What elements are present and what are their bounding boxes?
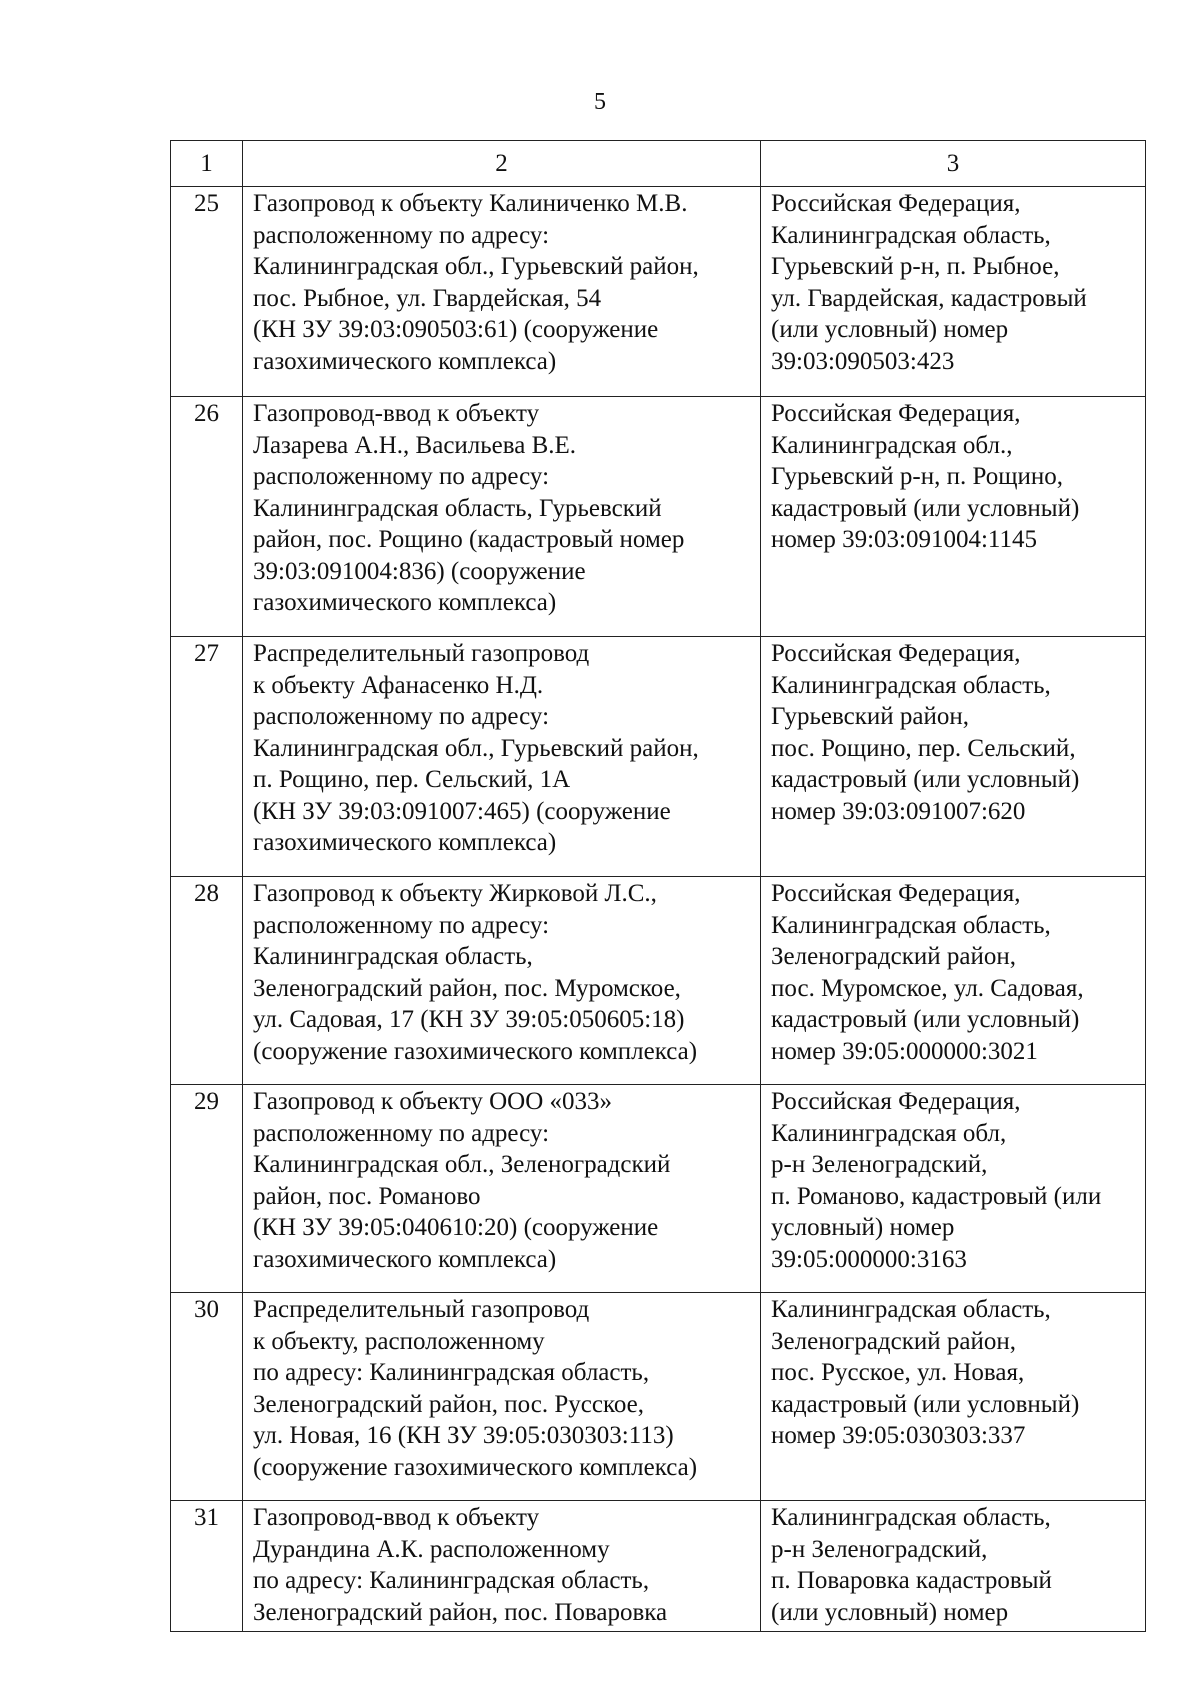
location-cell: [761, 1293, 1146, 1501]
location-line: кадастровый (или условный): [771, 1390, 1080, 1418]
object-description-line: расположенному по адресу:: [253, 911, 550, 939]
location-line: Калининградская область,: [771, 671, 1051, 699]
location-line: кадастровый (или условный): [771, 766, 1080, 793]
object-description-line: 39:03:091004:836) (сооружение: [253, 557, 586, 585]
object-description-line: расположенному по адресу:: [253, 703, 550, 730]
object-description-line: газохимического комплекса): [253, 589, 557, 616]
object-description-line: пос. Рыбное, ул. Гвардейская, 54: [253, 284, 602, 312]
object-description-line: по адресу: Калининградская область,: [253, 1567, 650, 1594]
object-description-line: район, пос. Рощино (кадастровый номер: [253, 526, 685, 553]
location-cell: [761, 397, 1146, 637]
location-line: Российская Федерация,: [771, 640, 1021, 667]
location-line: Калининградская обл.,: [771, 431, 1013, 459]
location-line: 39:03:090503:423: [771, 347, 955, 375]
location-line: пос. Рощино, пер. Сельский,: [771, 734, 1076, 762]
object-description-line: (КН ЗУ 39:03:091007:465) (сооружение: [253, 797, 671, 825]
object-description-line: Газопровод-ввод к объекту: [253, 1504, 540, 1531]
object-description-line: Калининградская область,: [253, 943, 533, 970]
object-description-cell: [243, 1293, 761, 1501]
object-description-line: (КН ЗУ 39:03:090503:61) (сооружение: [253, 316, 659, 343]
location-line: (или условный) номер: [771, 1598, 1009, 1626]
object-description-line: Распределительный газопровод: [253, 1296, 590, 1323]
location-cell: [761, 877, 1146, 1085]
location-line: кадастровый (или условный): [771, 1006, 1080, 1033]
row-number: 29: [171, 1085, 243, 1293]
object-description-cell: [243, 1085, 761, 1293]
object-description-line: Зеленоградский район, пос. Русское,: [253, 1390, 644, 1418]
object-description-line: Зеленоградский район, пос. Муромское,: [253, 974, 681, 1002]
location-line: Зеленоградский район,: [771, 1327, 1016, 1355]
location-line: 39:05:000000:3163: [771, 1245, 967, 1273]
table-row: [171, 877, 1146, 1085]
column-header-object: 2: [243, 141, 761, 187]
location-line: п. Поваровка кадастровый: [771, 1567, 1052, 1594]
row-number: 26: [171, 397, 243, 637]
location-line: пос. Муромское, ул. Садовая,: [771, 974, 1084, 1002]
location-line: Гурьевский р-н, п. Рощино,: [771, 463, 1064, 490]
object-description-line: Калининградская обл., Зеленоградский: [253, 1151, 671, 1178]
location-line: кадастровый (или условный): [771, 494, 1080, 522]
object-description-line: ул. Садовая, 17 (КН ЗУ 39:05:050605:18): [253, 1006, 685, 1033]
location-cell: [761, 1085, 1146, 1293]
location-line: Гурьевский р-н, п. Рыбное,: [771, 253, 1060, 280]
row-number: 28: [171, 877, 243, 1085]
object-description-line: (сооружение газохимического комплекса): [253, 1037, 698, 1065]
row-number: 30: [171, 1293, 243, 1501]
location-line: Зеленоградский район,: [771, 943, 1016, 970]
object-description-cell: [243, 637, 761, 877]
object-description-line: Дурандина А.К. расположенному: [253, 1535, 610, 1563]
object-description-line: расположенному по адресу:: [253, 221, 550, 249]
object-description-line: к объекту, расположенному: [253, 1327, 545, 1355]
object-description-line: по адресу: Калининградская область,: [253, 1359, 650, 1386]
row-number: 27: [171, 637, 243, 877]
page-number: 5: [594, 89, 606, 115]
object-description-cell: [243, 187, 761, 397]
location-line: номер 39:05:000000:3021: [771, 1037, 1038, 1065]
location-line: Калининградская область,: [771, 911, 1051, 939]
location-line: ул. Гвардейская, кадастровый: [771, 284, 1087, 312]
table-row: [171, 187, 1146, 397]
row-number: 25: [171, 187, 243, 397]
object-description-line: Газопровод-ввод к объекту: [253, 400, 540, 427]
row-number: 31: [171, 1501, 243, 1632]
location-line: пос. Русское, ул. Новая,: [771, 1359, 1025, 1386]
object-description-line: Газопровод к объекту Калиниченко М.В.: [253, 190, 688, 217]
location-line: номер 39:03:091007:620: [771, 797, 1026, 825]
object-description-line: Газопровод к объекту ООО «033»: [253, 1088, 613, 1115]
object-description-cell: [243, 877, 761, 1085]
location-line: р-н Зеленоградский,: [771, 1151, 988, 1178]
object-description-line: к объекту Афанасенко Н.Д.: [253, 671, 544, 699]
table-row: [171, 637, 1146, 877]
location-cell: [761, 637, 1146, 877]
location-line: номер 39:05:030303:337: [771, 1422, 1026, 1449]
object-description-line: Калининградская обл., Гурьевский район,: [253, 253, 699, 280]
table-row: [171, 1501, 1146, 1632]
column-header-location: 3: [761, 141, 1146, 187]
location-line: Калининградская область,: [771, 221, 1051, 249]
table-row: [171, 1293, 1146, 1501]
object-description-line: газохимического комплекса): [253, 1245, 557, 1273]
location-line: Российская Федерация,: [771, 880, 1021, 907]
object-description-line: Распределительный газопровод: [253, 640, 590, 667]
object-description-line: (КН ЗУ 39:05:040610:20) (сооружение: [253, 1214, 659, 1241]
object-description-line: Калининградская область, Гурьевский: [253, 494, 662, 522]
column-header-number: 1: [171, 141, 243, 187]
object-description-line: Калининградская обл., Гурьевский район,: [253, 734, 699, 762]
table-row: [171, 397, 1146, 637]
location-cell: [761, 1501, 1146, 1632]
object-description-line: Лазарева А.Н., Васильева В.Е.: [253, 431, 577, 459]
table-row: [171, 1085, 1146, 1293]
object-description-line: ул. Новая, 16 (КН ЗУ 39:05:030303:113): [253, 1422, 674, 1449]
object-description-line: Зеленоградский район, пос. Поваровка: [253, 1598, 668, 1626]
location-line: р-н Зеленоградский,: [771, 1535, 988, 1563]
location-line: п. Романово, кадастровый (или: [771, 1182, 1102, 1210]
location-line: Российская Федерация,: [771, 190, 1021, 217]
location-line: (или условный) номер: [771, 316, 1009, 343]
location-line: Гурьевский район,: [771, 703, 970, 730]
location-line: условный) номер: [771, 1214, 955, 1241]
location-line: Калининградская обл,: [771, 1119, 1007, 1147]
location-line: Калининградская область,: [771, 1296, 1051, 1323]
object-description-cell: [243, 397, 761, 637]
object-description-line: расположенному по адресу:: [253, 1119, 550, 1147]
location-line: Российская Федерация,: [771, 400, 1021, 427]
object-description-line: п. Рощино, пер. Сельский, 1А: [253, 766, 571, 793]
object-description-line: (сооружение газохимического комплекса): [253, 1453, 698, 1481]
object-description-line: газохимического комплекса): [253, 829, 557, 856]
object-description-line: Газопровод к объекту Жирковой Л.С.,: [253, 880, 657, 907]
table-header-row: [171, 141, 1146, 187]
location-line: Калининградская область,: [771, 1504, 1051, 1531]
location-cell: [761, 187, 1146, 397]
object-description-cell: [243, 1501, 761, 1632]
location-line: Российская Федерация,: [771, 1088, 1021, 1115]
object-description-line: расположенному по адресу:: [253, 463, 550, 490]
object-description-line: газохимического комплекса): [253, 347, 557, 375]
objects-table: [170, 140, 1146, 1632]
object-description-line: район, пос. Романово: [253, 1182, 481, 1210]
location-line: номер 39:03:091004:1145: [771, 526, 1037, 553]
